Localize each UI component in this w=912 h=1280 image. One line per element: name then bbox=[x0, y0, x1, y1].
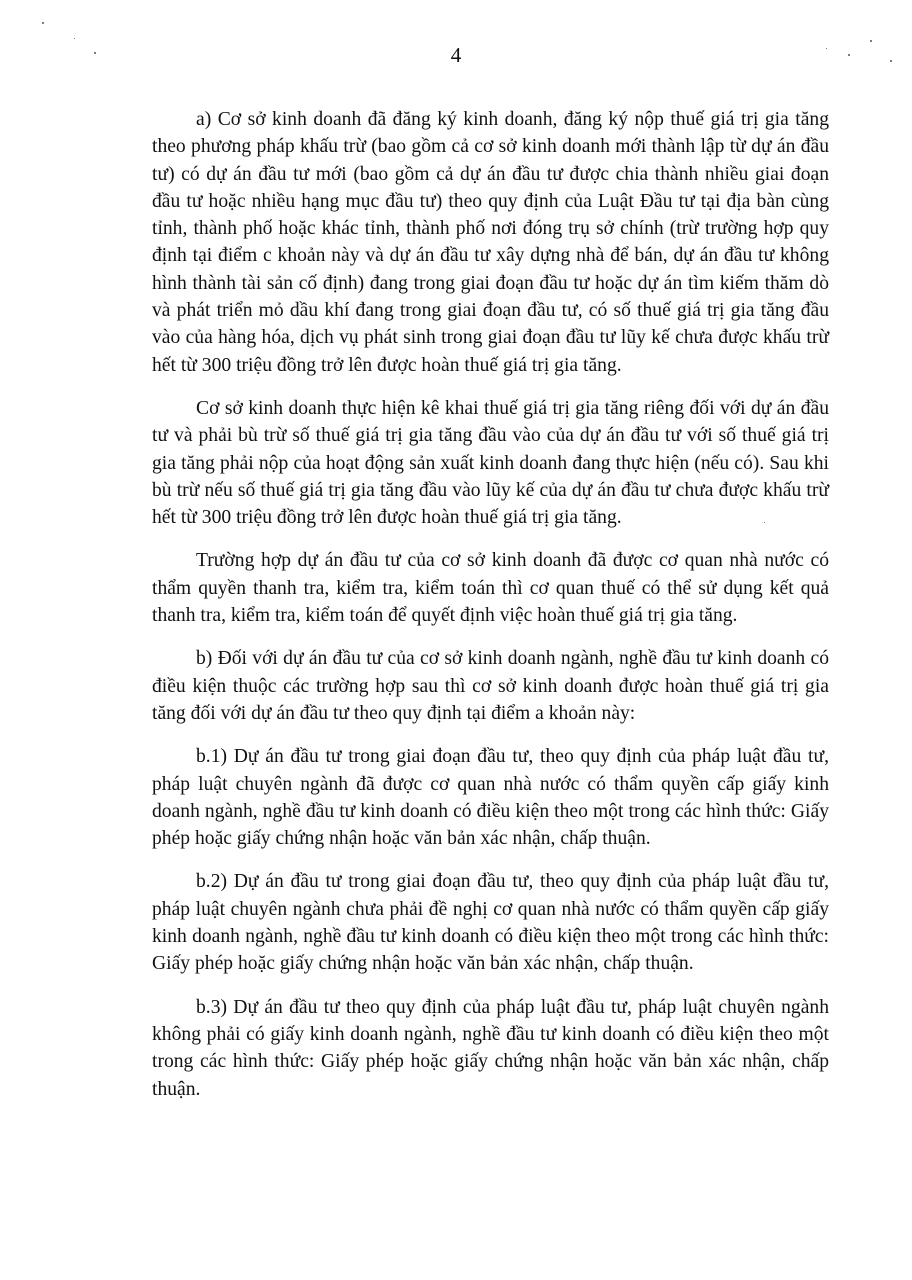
paragraph-b1: b.1) Dự án đầu tư trong giai đoạn đầu tư, theo quy định của pháp luật đầu tư, pháp luật chuyên ngành đã được cơ quan nhà nước có thẩm quyền cấp giấy kinh doanh ngành, nghề đầu tư kinh doanh có điều kiện theo một trong các hình thức: Giấy phép hoặc giấy chứng nhận hoặc văn bản xác nhận, chấp thuận. bbox=[152, 746, 829, 850]
paragraph-a: a) Cơ sở kinh doanh đã đăng ký kinh doanh, đăng ký nộp thuế giá trị gia tăng theo phương pháp khấu trừ (bao gồm cả cơ sở kinh doanh mới thành lập từ dự án đầu tư) có dự án đầu tư mới (bao gồm cả dự án đầu tư được chia thành nhiều giai đoạn đầu tư hoặc nhiều hạng mục đầu tư) theo quy định của Luật Đầu tư tại địa bàn cùng tỉnh, thành phố hoặc khác tỉnh, thành phố nơi đóng trụ sở chính (trừ trường hợp quy định tại điểm c khoản này và dự án đầu tư xây dựng nhà để bán, dự án đầu tư không hình thành tài sản cố định) đang trong giai đoạn đầu tư hoặc dự án tìm kiếm thăm dò và phát triển mỏ dầu khí đang trong giai đoạn đầu tư, có số thuế giá trị gia tăng đầu vào của hàng hóa, dịch vụ phát sinh trong giai đoạn đầu tư lũy kế chưa được khấu trừ hết từ 300 triệu đồng trở lên được hoàn thuế giá trị gia tăng. bbox=[152, 109, 829, 376]
page-number: 4 bbox=[450, 43, 462, 67]
document-body bbox=[152, 106, 829, 1119]
scan-speck bbox=[74, 38, 75, 39]
paragraph-offset-declaration: Cơ sở kinh doanh thực hiện kê khai thuế giá trị gia tăng riêng đối với dự án đầu tư và phải bù trừ số thuế giá trị gia tăng đầu vào của dự án đầu tư với số thuế giá trị gia tăng phải nộp của hoạt động sản xuất kinh doanh đang thực hiện (nếu có). Sau khi bù trừ nếu số thuế giá trị gia tăng đầu vào lũy kế của dự án đầu tư chưa được khấu trừ hết từ 300 triệu đồng trở lên được hoàn thuế giá trị gia tăng. bbox=[152, 397, 829, 529]
paragraph-b: b) Đối với dự án đầu tư của cơ sở kinh doanh ngành, nghề đầu tư kinh doanh có điều kiện thuộc các trường hợp sau thì cơ sở kinh doanh được hoàn thuế giá trị gia tăng đối với dự án đầu tư theo quy định tại điểm a khoản này: bbox=[152, 648, 829, 724]
paragraph-b3: b.3) Dự án đầu tư theo quy định của pháp luật đầu tư, pháp luật chuyên ngành không phải có giấy kinh doanh ngành, nghề đầu tư kinh doanh có điều kiện theo một trong các hình thức: Giấy phép hoặc giấy chứng nhận hoặc văn bản xác nhận, chấp thuận. bbox=[152, 996, 829, 1100]
paragraph-b2: b.2) Dự án đầu tư trong giai đoạn đầu tư, theo quy định của pháp luật đầu tư, pháp luật chuyên ngành chưa phải đề nghị cơ quan nhà nước có thẩm quyền cấp giấy kinh doanh ngành, nghề đầu tư kinh doanh có điều kiện theo một trong các hình thức: Giấy phép hoặc giấy chứng nhận hoặc văn bản xác nhận, chấp thuận. bbox=[152, 871, 829, 975]
scan-speck bbox=[42, 22, 44, 24]
paragraph-inspection-case: Trường hợp dự án đầu tư của cơ sở kinh doanh đã được cơ quan nhà nước có thẩm quyền thanh tra, kiểm tra, kiểm toán thì cơ quan thuế có thể sử dụng kết quả thanh tra, kiểm tra, kiểm toán để quyết định việc hoàn thuế giá trị gia tăng. bbox=[152, 550, 829, 627]
